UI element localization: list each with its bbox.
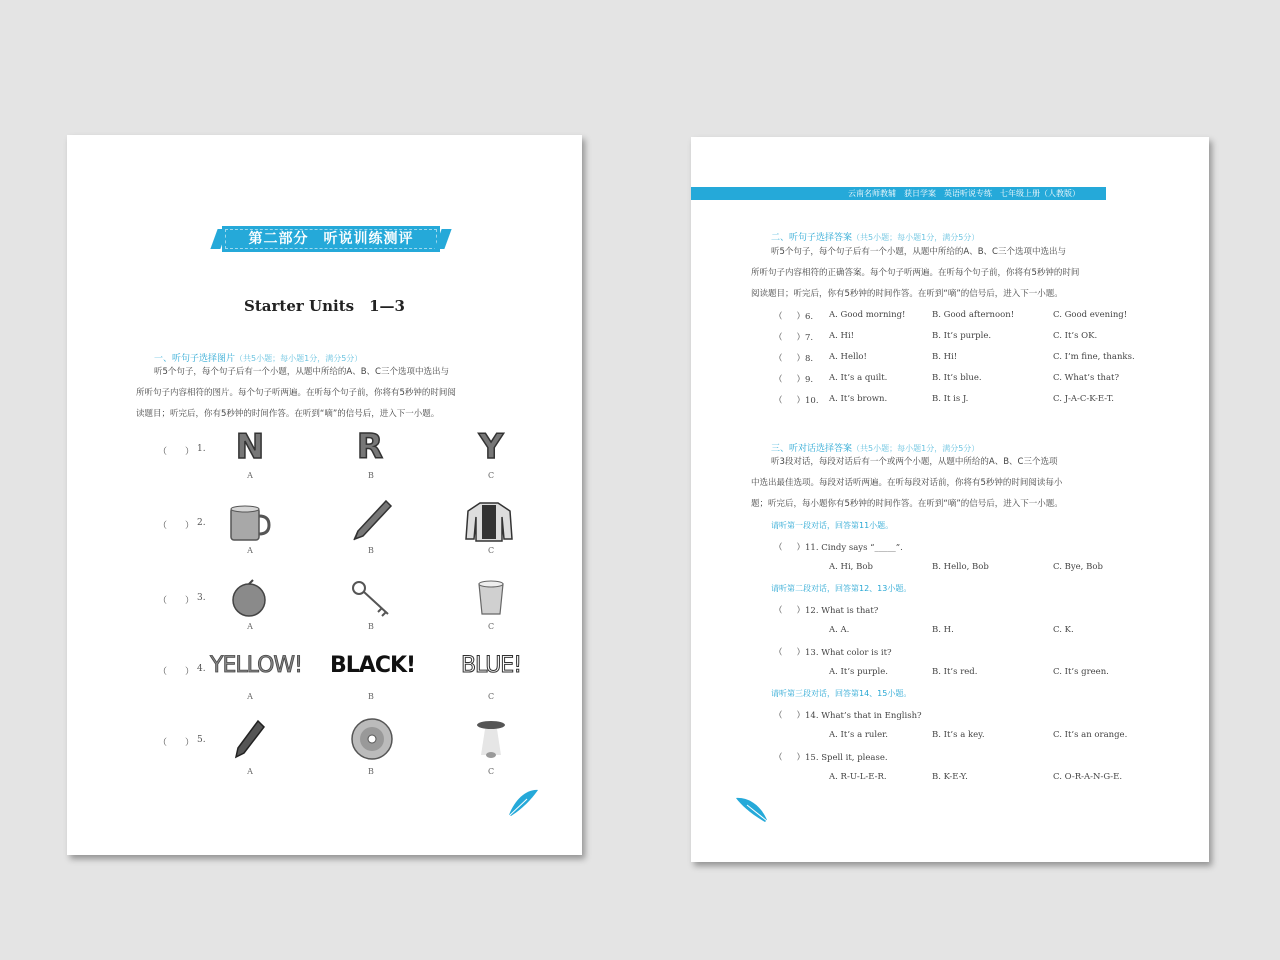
answer-blank[interactable]: （ ）: [158, 596, 195, 606]
question-number: 3.: [197, 593, 206, 603]
cup-icon: [473, 578, 509, 618]
word-yellow-image: YELLOW!: [210, 653, 302, 678]
option-c[interactable]: C. Bye, Bob: [1053, 562, 1103, 572]
option-c[interactable]: C. It’s OK.: [1053, 331, 1098, 341]
section3-heading: 三、听对话选择答案: [771, 444, 853, 454]
letter-r-image: R: [356, 427, 384, 467]
option-c[interactable]: C. O-R-A-N-G-E.: [1053, 772, 1123, 782]
question-row-6: [774, 310, 813, 322]
paren-open[interactable]: （: [774, 711, 783, 721]
answer-blank[interactable]: （ ）: [158, 738, 195, 748]
option-a[interactable]: A. It’s a ruler.: [829, 730, 888, 740]
question-text: ）14. What’s that in English?: [796, 711, 922, 721]
question-number: 2.: [197, 518, 206, 528]
question-row-14: [774, 709, 922, 721]
option-a[interactable]: A. Hi, Bob: [829, 562, 873, 572]
option-c[interactable]: C. Good evening!: [1053, 310, 1128, 320]
unit-title: Starter Units 1—3: [244, 297, 405, 315]
question-text: ）15. Spell it, please.: [796, 753, 888, 763]
question-row-8: [774, 352, 813, 364]
option-label-b: B: [368, 692, 374, 701]
paren-open[interactable]: （: [774, 354, 783, 364]
option-a[interactable]: A. Hi!: [829, 331, 855, 341]
section2-note: （共5小题；每小题1分，满分5分）: [852, 233, 980, 242]
option-label-b: B: [368, 622, 374, 631]
option-a[interactable]: A. R-U-L-E-R.: [829, 772, 887, 782]
section1-heading: 一、听句子选择图片: [154, 354, 236, 364]
option-c[interactable]: C. I’m fine, thanks.: [1053, 352, 1135, 362]
paren-open[interactable]: （: [774, 375, 783, 385]
option-b[interactable]: B. It is J.: [932, 394, 969, 404]
question-row-15: [774, 751, 888, 763]
letter-n-image: N: [235, 427, 265, 467]
feather-logo-icon: [505, 785, 541, 821]
question-number: 4.: [197, 664, 206, 674]
option-b[interactable]: B. Hello, Bob: [932, 562, 989, 572]
option-b[interactable]: B. It’s red.: [932, 667, 978, 677]
question-number: ）7.: [796, 333, 814, 343]
option-label-c: C: [487, 471, 495, 480]
dialog3-instruction: 请听第三段对话，回答第14、15小题。: [771, 689, 912, 698]
section2-line-3: 阅读题目；听完后，你有5秒钟的时间作答。在听到“嘀”的信号后，进入下一小题。: [751, 289, 1063, 299]
option-label-a: A: [247, 692, 253, 701]
question-row-12: [774, 604, 878, 616]
answer-blank[interactable]: （ ）: [158, 667, 195, 677]
section3-note: （共5小题；每小题1分，满分5分）: [852, 444, 980, 453]
option-label-b: B: [368, 471, 374, 480]
option-c[interactable]: C. It’s green.: [1053, 667, 1109, 677]
word-black-image: BLACK!: [330, 653, 416, 678]
question-number: ）10.: [796, 396, 819, 406]
option-c[interactable]: C. J-A-C-K-E-T.: [1053, 394, 1114, 404]
section1-note: （共5小题；每小题1分，满分5分）: [235, 354, 363, 363]
question-number: 1.: [197, 444, 206, 454]
right-page: [691, 137, 1209, 862]
running-header: 云南名师教辅 获日学案 英语听说专练 七年级上册（人教版）: [691, 187, 1106, 200]
paren-open[interactable]: （: [774, 312, 783, 322]
option-label-b: B: [368, 546, 374, 555]
option-b[interactable]: B. H.: [932, 625, 954, 635]
option-a[interactable]: A. It’s brown.: [829, 394, 888, 404]
option-b[interactable]: B. It’s blue.: [932, 373, 982, 383]
question-text: ）13. What color is it?: [796, 648, 892, 658]
word-blue-image: BLUE!: [460, 653, 522, 678]
option-label-a: A: [247, 471, 253, 480]
question-row-7: [774, 331, 813, 343]
option-b[interactable]: B. It’s a key.: [932, 730, 985, 740]
option-label-c: C: [487, 546, 495, 555]
option-label-a: A: [247, 546, 253, 555]
section2-heading: 二、听句子选择答案: [771, 233, 853, 243]
option-a[interactable]: A. A.: [829, 625, 850, 635]
cd-icon: [350, 717, 394, 761]
section1-line-1: 听5个句子，每个句子后有一个小题，从题中所给的A、B、C三个选项中选出与: [154, 367, 449, 377]
mug-icon: [227, 502, 273, 544]
question-row-9: [774, 373, 813, 385]
question-number: ）9.: [796, 375, 814, 385]
option-label-a: A: [247, 622, 253, 631]
option-b[interactable]: B. K-E-Y.: [932, 772, 968, 782]
pencil-icon: [232, 717, 268, 763]
option-c[interactable]: C. It’s an orange.: [1053, 730, 1128, 740]
feather-logo-icon: [731, 792, 771, 828]
question-row-13: [774, 646, 892, 658]
section-banner: [222, 226, 440, 252]
question-number: ）6.: [796, 312, 814, 322]
option-label-c: C: [487, 767, 495, 776]
question-number: ）8.: [796, 354, 814, 364]
pen-icon: [350, 497, 394, 543]
ufo-icon: [473, 717, 509, 763]
section1-line-3: 读题目；听完后，你有5秒钟的时间作答。在听到“嘀”的信号后，进入下一小题。: [136, 409, 440, 419]
paren-open[interactable]: （: [774, 333, 783, 343]
section3-line-2: 中选出最佳选项。每段对话听两遍。在听每段对话前，你将有5秒钟的时间阅读每小: [751, 478, 1063, 488]
banner-border: [225, 229, 437, 249]
banner-text: 第二部分 听说训练测评: [248, 231, 414, 247]
jacket-icon: [464, 499, 514, 543]
dialog2-instruction: 请听第二段对话，回答第12、13小题。: [771, 584, 912, 593]
left-page: [67, 135, 582, 855]
option-b[interactable]: B. Hi!: [932, 352, 958, 362]
option-label-c: C: [487, 622, 495, 631]
question-number: 5.: [197, 735, 206, 745]
option-b[interactable]: B. It’s purple.: [932, 331, 992, 341]
option-a[interactable]: A. It’s a quilt.: [829, 373, 888, 383]
option-label-b: B: [368, 767, 374, 776]
option-c[interactable]: C. K.: [1053, 625, 1074, 635]
section2-heading-line: [771, 225, 979, 244]
section2-line-1: 听5个句子，每个句子后有一个小题，从题中所给的A、B、C三个选项中选出与: [771, 247, 1066, 257]
option-a[interactable]: A. Hello!: [829, 352, 867, 362]
option-label-c: C: [487, 692, 495, 701]
question-text: ）12. What is that?: [796, 606, 879, 616]
paren-open[interactable]: （: [774, 648, 783, 658]
paren-open[interactable]: （: [774, 396, 783, 406]
option-a[interactable]: A. It’s purple.: [829, 667, 888, 677]
question-row-10: [774, 394, 819, 406]
section2-line-2: 所听句子内容相符的正确答案。每个句子听两遍。在听每个句子前，你将有5秒钟的时间: [751, 268, 1080, 278]
answer-blank[interactable]: （ ）: [158, 447, 195, 457]
key-icon: [350, 578, 396, 618]
question-row-11: [774, 541, 903, 553]
paren-open[interactable]: （: [774, 543, 783, 553]
letter-y-image: Y: [478, 427, 504, 467]
orange-icon: [230, 578, 270, 618]
section1-line-2: 所听句子内容相符的图片。每个句子听两遍。在听每个句子前，你将有5秒钟的时间阅: [136, 388, 456, 398]
paren-open[interactable]: （: [774, 753, 783, 763]
section3-line-3: 题；听完后，每小题你有5秒钟的时间作答。在听到“嘀”的信号后，进入下一小题。: [751, 499, 1063, 509]
dialog1-instruction: 请听第一段对话，回答第11小题。: [771, 521, 894, 530]
question-text: ）11. Cindy says “_____”.: [796, 543, 903, 553]
option-c[interactable]: C. What’s that?: [1053, 373, 1119, 383]
section3-heading-line: [771, 436, 979, 455]
answer-blank[interactable]: （ ）: [158, 521, 195, 531]
option-label-a: A: [247, 767, 253, 776]
section3-line-1: 听3段对话，每段对话后有一个或两个小题，从题中所给的A、B、C三个选项: [771, 457, 1058, 467]
option-a[interactable]: A. Good morning!: [829, 310, 906, 320]
section1-heading-line: [154, 346, 362, 365]
paren-open[interactable]: （: [774, 606, 783, 616]
option-b[interactable]: B. Good afternoon!: [932, 310, 1015, 320]
